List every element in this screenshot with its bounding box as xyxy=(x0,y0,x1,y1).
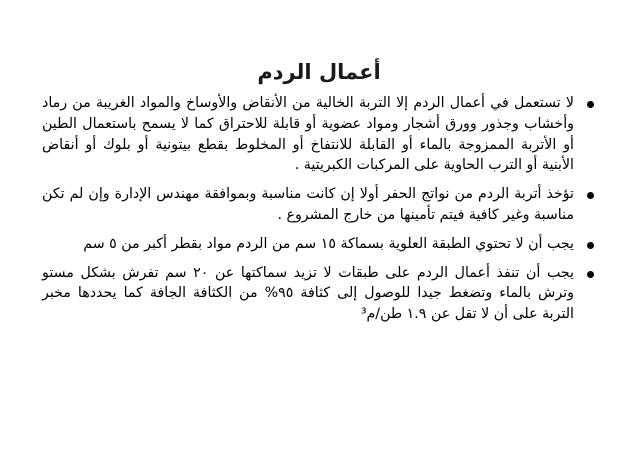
bullet-item xyxy=(42,93,594,176)
bullet-dot-icon xyxy=(587,271,594,278)
bullet-text: تؤخذ أتربة الردم من نواتج الحفر أولا إن كانت مناسبة وبموافقة مهندس الإدارة وإن لم تكن مناسبة وغير كافية فيتم تأمينها من خارج المشروع . xyxy=(42,186,574,223)
bullet-dot-icon xyxy=(587,192,594,199)
bullet-text: يجب أن تنفذ أعمال الردم على طبقات لا تزيد سماكتها عن ٢٠ سم تفرش بشكل مستو وترش بالماء وتضغط جيدا للوصول إلى كثافة ٩٥% من الكثافة الجافة كما يحددها مخبر التربة على أن لا تقل عن ١.٩ طن/م³ xyxy=(42,264,574,323)
bullet-text: يجب أن لا تحتوي الطبقة العلوية بسماكة ١٥ سم من الردم مواد بقطر أكبر من ٥ سم xyxy=(83,235,574,252)
slide-title: أعمال الردم xyxy=(257,60,381,84)
bullet-item xyxy=(42,234,594,255)
bullet-item xyxy=(42,184,594,226)
bullet-list xyxy=(42,93,594,333)
bullet-text: لا تستعمل في أعمال الردم إلا التربة الخالية من الأنقاض والأوساخ والمواد الغريبة من رماد وأخشاب وجذور وورق أشجار ومواد عضوية أو قابلة للاحتراق كما لا يسمح باستعمال الطين أو الأتربة الممزوجة بالماء أو القابلة للانتفاخ أو المخلوط بقطع بيتونية أو بلوك أو أنقاض الأبنية أو الترب الحاوية على المركبات الكبريتية . xyxy=(42,95,574,174)
bullet-dot-icon xyxy=(587,242,594,249)
bullet-item xyxy=(42,263,594,325)
bullet-dot-icon xyxy=(587,101,594,108)
